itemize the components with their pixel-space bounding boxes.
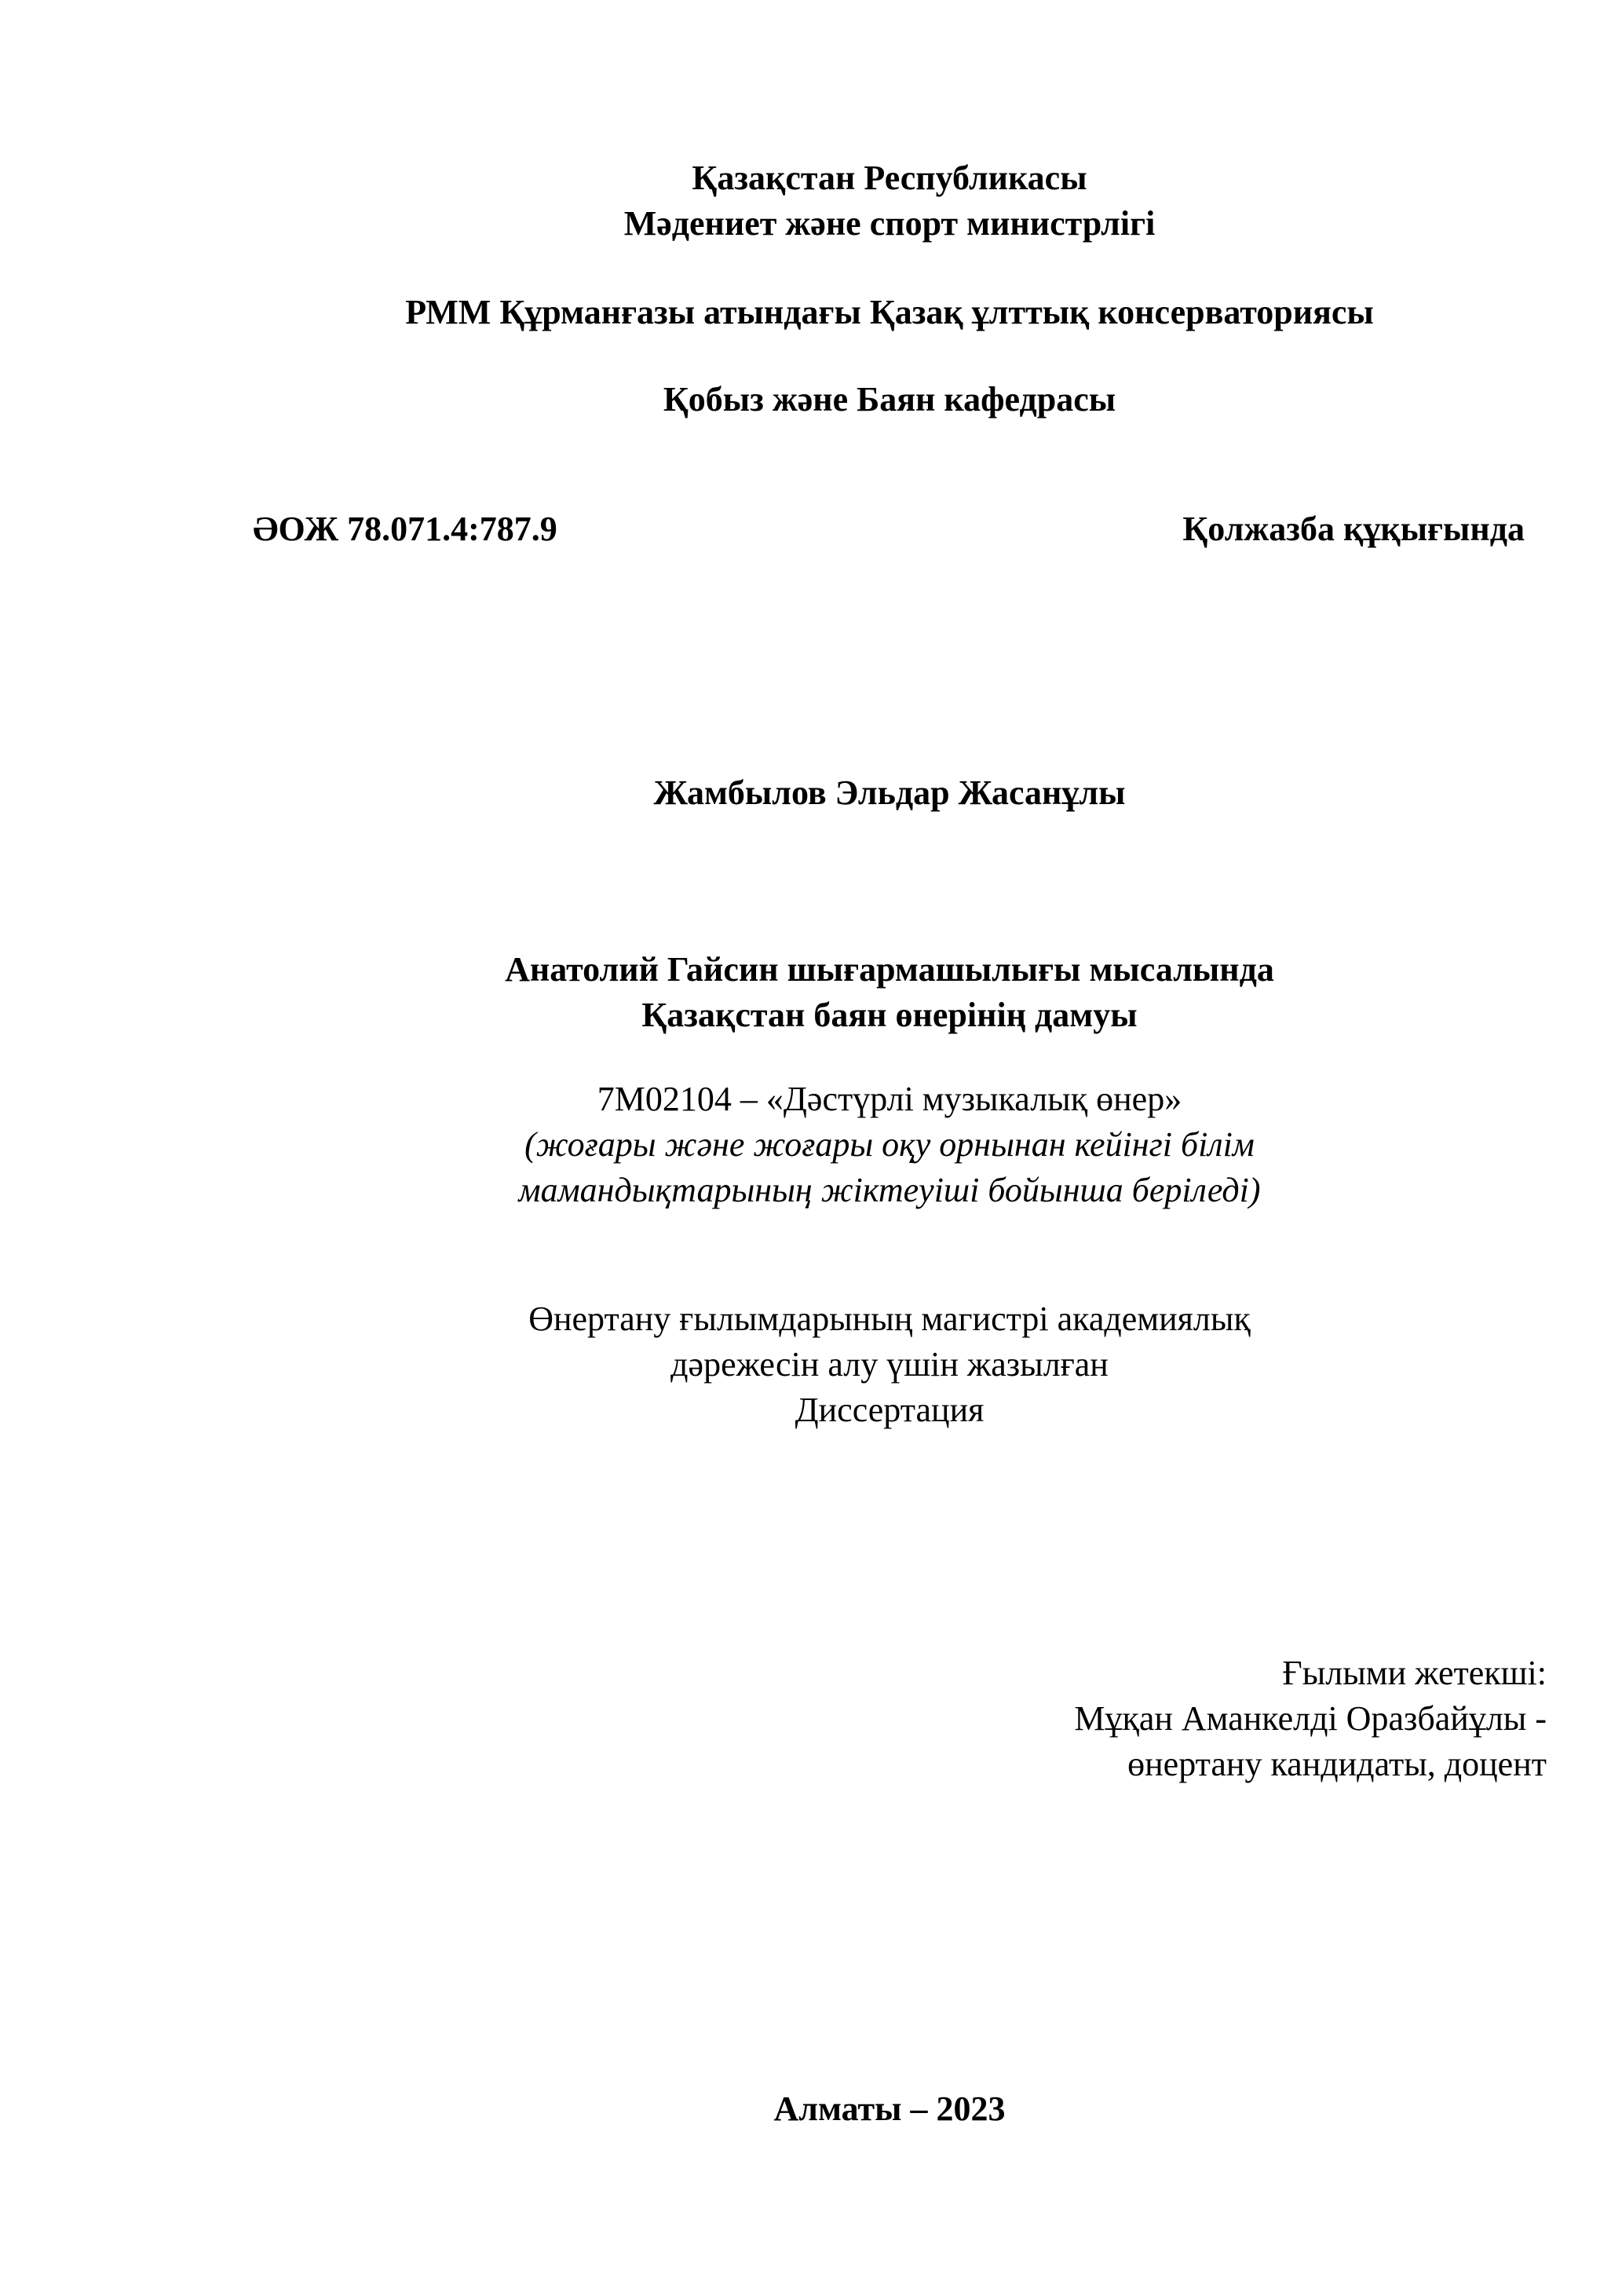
thesis-title-line-1: Анатолий Гайсин шығармашылығы мысалында — [505, 950, 1274, 989]
degree-line-3: Диссертация — [795, 1391, 985, 1429]
supervisor-title: өнертану кандидаты, доцент — [1127, 1745, 1547, 1783]
ministry-name: Мәдениет және спорт министрлігі — [623, 204, 1156, 243]
specialty-note-line-2: мамандықтарының жіктеуіші бойынша беріледі) — [518, 1171, 1261, 1209]
degree-line-2: дәрежесін алу үшін жазылған — [670, 1345, 1109, 1384]
supervisor-block — [1074, 1651, 1547, 1787]
specialty-block — [0, 1077, 1622, 1213]
department-name: Қобыз және Баян кафедрасы — [663, 380, 1116, 419]
degree-block — [0, 1296, 1622, 1433]
supervisor-label: Ғылыми жетекші: — [1282, 1654, 1547, 1692]
thesis-title-line-2: Қазақстан баян өнерінің дамуы — [641, 996, 1138, 1034]
manuscript-note: Қолжазба құқығында — [1182, 510, 1525, 548]
header-block — [0, 155, 1622, 247]
author-name: Жамбылов Эльдар Жасанұлы — [653, 773, 1126, 812]
supervisor-name: Мұқан Аманкелді Оразбайұлы - — [1074, 1699, 1547, 1738]
degree-line-1: Өнертану ғылымдарының магистрі академиялық — [528, 1300, 1251, 1338]
country-name: Қазақстан Республикасы — [692, 159, 1087, 197]
udc-code: ӘОЖ 78.071.4:787.9 — [253, 510, 557, 548]
city-year: Алматы – 2023 — [773, 2089, 1006, 2128]
thesis-title — [0, 947, 1622, 1038]
specialty-note-line-1: (жоғары және жоғары оқу орнынан кейінгі білім — [524, 1125, 1255, 1164]
specialty-code: 7M02104 – «Дәстүрлі музыкалық өнер» — [597, 1080, 1182, 1118]
institution-name: РММ Құрманғазы атындағы Қазақ ұлттық консерваториясы — [405, 293, 1374, 331]
